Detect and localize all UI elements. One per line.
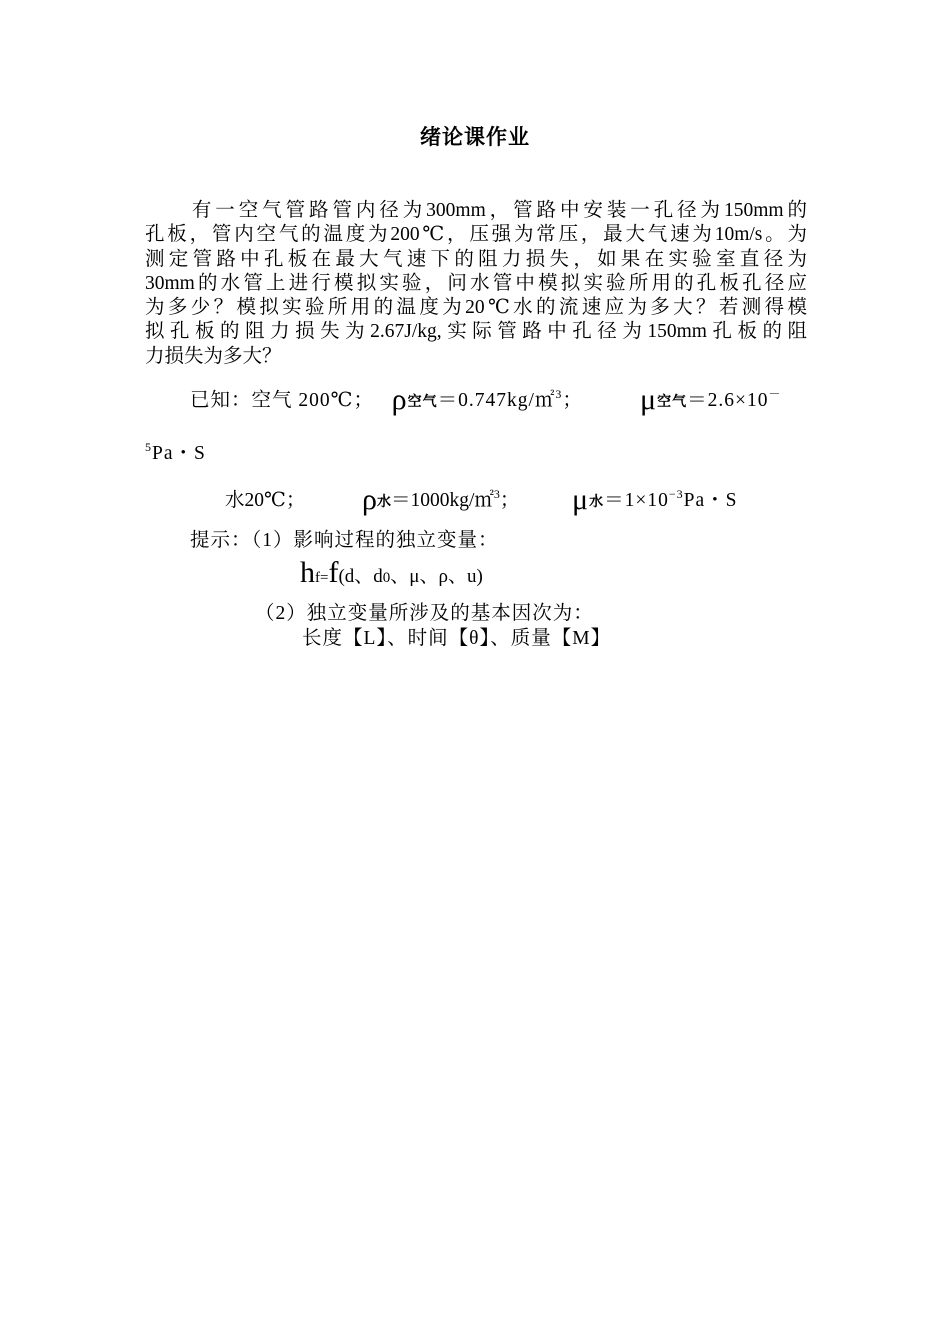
formula-equals: = [320,570,329,586]
formula-args-2: 、μ、ρ、u) [390,566,483,587]
mu-symbol: μ [640,383,658,416]
air-density-value: ＝0.747kg/㎡ [437,390,556,411]
water-density-end: ； [499,490,520,511]
air-viscosity-value: ＝2.6×10 [687,390,769,411]
water-viscosity-exponent: −3 [668,487,684,501]
air-viscosity-unit: Pa・S [152,443,206,464]
water-condition: 水20℃； [225,490,306,511]
mu-symbol: μ [572,483,590,516]
problem-line: 为多少？模拟实验所用的温度为20℃水的流速应为多大？若测得模 [145,297,807,319]
air-condition: 空气 200℃； [251,390,374,411]
air-viscosity-exponent-sign: － [768,387,782,401]
formula-h: h [300,556,315,589]
water-subscript: 水 [589,494,605,510]
density-exponent: 3 [555,387,563,401]
rho-symbol: ρ [362,483,377,516]
formula-subscript-0: 0 [382,570,391,586]
document-title: 绪论课作业 [420,125,530,149]
known-water-viscosity [572,484,737,515]
known-air-density [190,384,583,415]
hint-dimensions: 长度【L】、时间【θ】、质量【M】 [302,628,612,649]
hint-item-2: （2）独立变量所涉及的基本因次为： [255,603,594,624]
problem-line: 测定管路中孔板在最大气速下的阻力损失，如果在实验室直径为 [145,248,807,270]
known-water-density [362,484,519,515]
problem-line: 有一空气管路管内径为300mm，管路中安装一孔径为150mm的 [145,200,807,221]
air-density-end: ； [562,390,583,411]
air-subscript: 空气 [657,394,688,410]
problem-line: 孔板，管内空气的温度为200℃，压强为常压，最大气速为10m/s。为 [145,224,807,246]
problem-line: 力损失为多大？ [145,345,282,367]
air-viscosity-exponent: 5 [145,440,152,454]
density-exponent: 3 [493,487,500,501]
water-viscosity-unit: Pa・S [683,490,738,511]
formula [300,556,483,590]
hint-text-1: （1）影响过程的独立变量： [251,530,499,551]
water-subscript: 水 [376,494,391,510]
problem-line: 拟孔板的阻力损失为2.67J/kg,实际管路中孔径为150mm孔板的阻 [145,321,807,343]
rho-symbol: ρ [391,383,408,416]
formula-subscript-f: f [315,570,320,586]
water-viscosity-value: ＝1×10 [604,490,669,511]
problem-paragraph [145,199,807,369]
problem-line: 30mm的水管上进行模拟实验，问水管中模拟实验所用的孔板孔径应 [145,272,807,294]
known-air-viscosity-cont [145,437,206,465]
water-density-value: ＝1000kg/㎡ [390,490,494,511]
hint-item-1 [190,524,499,552]
known-label: 已知： [190,390,252,411]
known-water [225,484,305,512]
known-air-viscosity [640,384,781,415]
formula-args-1: (d、d [338,566,383,587]
hint-label: 提示： [190,530,252,551]
air-subscript: 空气 [407,394,438,410]
formula-f: f [328,556,339,589]
